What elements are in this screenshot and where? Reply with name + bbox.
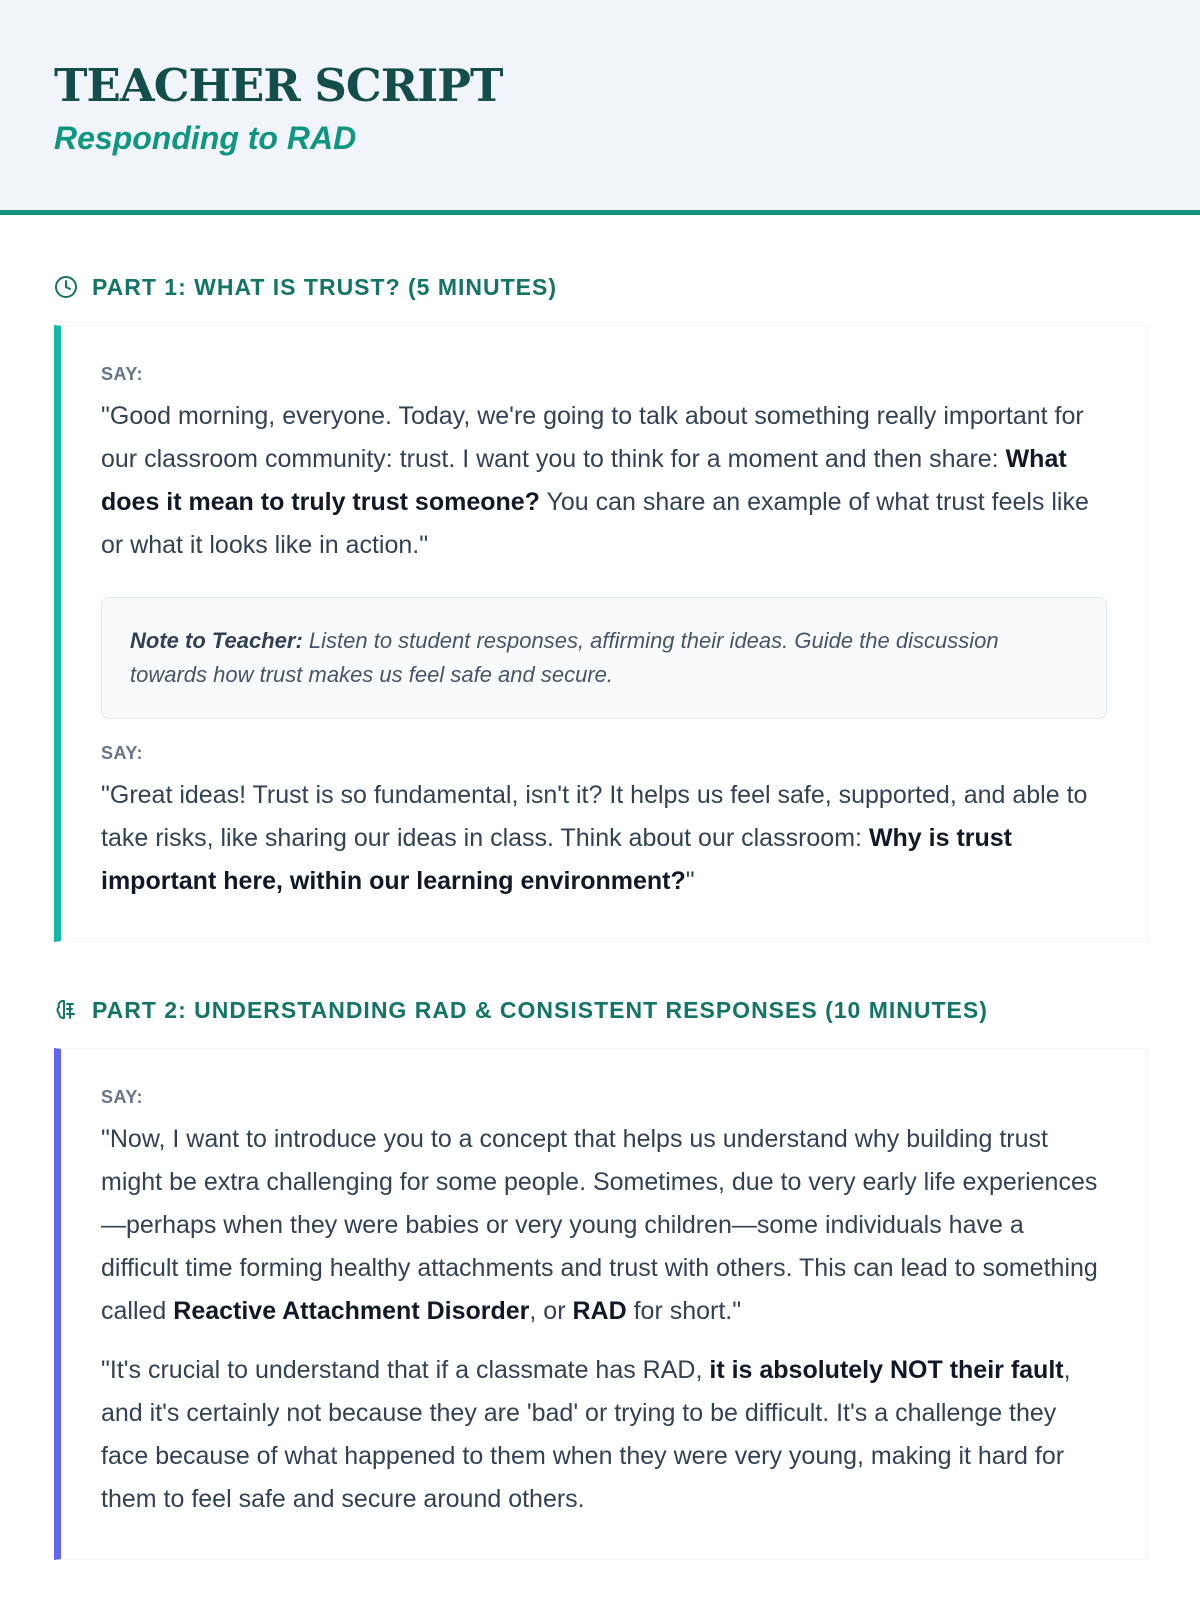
page-title: TEACHER SCRIPT xyxy=(54,59,503,112)
page-header xyxy=(0,0,1200,215)
part2-title: PART 2: UNDERSTANDING RAD & CONSISTENT RESPONSES (10 MINUTES) xyxy=(92,996,988,1023)
teacher-note xyxy=(101,597,1107,719)
part2-p2-text: "It's crucial to understand that if a classmate has RAD, it is absolutely NOT their fault, and it's certainly not because they are 'bad' or trying to be difficult. It's a challenge they face because of what happened to them when they were very young, making it hard for them to feel safe and secure around others. xyxy=(101,1356,1071,1513)
note-text: Listen to student responses, affirming their ideas. Guide the discussion towards how trust makes us feel safe and secure. xyxy=(130,628,999,687)
note-label: Note to Teacher: xyxy=(130,628,303,653)
part1-title: PART 1: WHAT IS TRUST? (5 MINUTES) xyxy=(92,273,558,300)
say-label: SAY: xyxy=(101,364,144,384)
say-label: SAY: xyxy=(101,743,144,763)
part1-card xyxy=(54,325,1148,942)
part2-p1-text: "Now, I want to introduce you to a concept that helps us understand why building trust might be extra challenging for some people. Sometimes, due to very early life experiences—perhaps when they were babies or very young children—some individuals have a difficult time forming healthy attachments and trust with others. This can lead to something called Reactive Attachment Disorder, or RAD for short." xyxy=(101,1125,1098,1325)
part1-say2-text: "Great ideas! Trust is so fundamental, isn't it? It helps us feel safe, supported, and able to take risks, like sharing our ideas in class. Think about our classroom: Why is trust important here, within our learning environment?" xyxy=(101,781,1088,895)
brain-icon xyxy=(54,998,78,1022)
part2-heading xyxy=(54,992,1200,1028)
page-subtitle: Responding to RAD xyxy=(54,120,357,156)
clock-icon xyxy=(54,275,78,299)
say-label: SAY: xyxy=(101,1087,144,1107)
part1-say1-text: "Good morning, everyone. Today, we're going to talk about something really important for our classroom community: trust. I want you to think for a moment and then share: What does it mean to truly trust someone? You can share an example of what trust feels like or what it looks like in action." xyxy=(101,402,1089,559)
part2-card xyxy=(54,1048,1148,1560)
part1-heading xyxy=(54,269,1200,305)
